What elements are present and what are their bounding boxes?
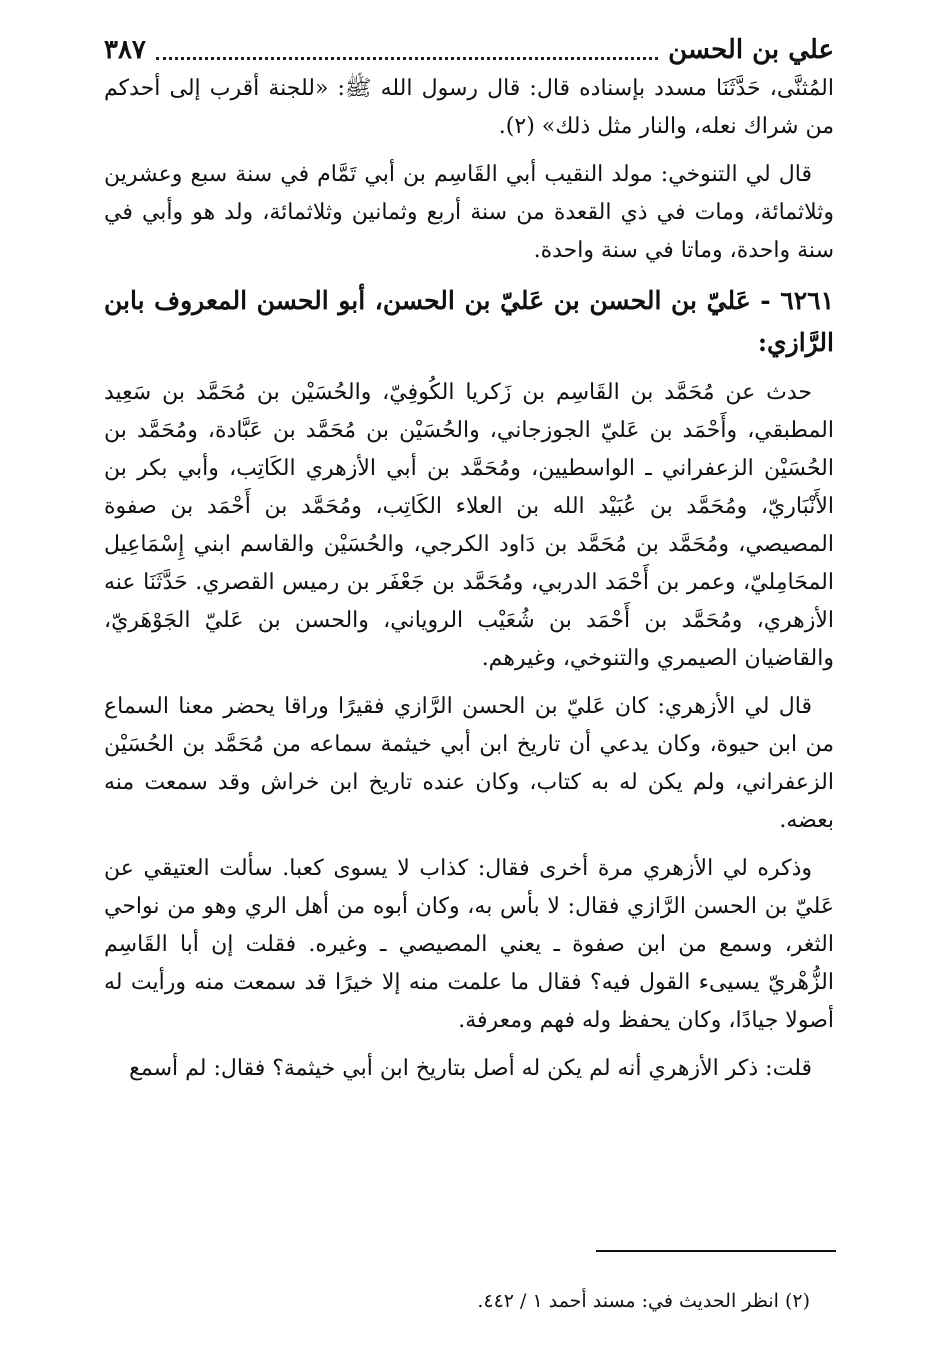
paragraph-1: المُثنَّى، حَدَّثَنَا مسدد بإسناده قال: قال رسول الله ﷺ: «للجنة أقرب إلى أحدكم من شراك نعله، والنار مثل ذلك» (٢).: [104, 76, 834, 139]
header-title: علي بن الحسن: [668, 35, 834, 65]
page-body: [104, 30, 834, 1098]
paragraph-3: حدث عن مُحَمَّد بن القَاسِم بن زَكريا الكُوفِيّ، والحُسَيْن بن مُحَمَّد بن سَعِيد المطبقي، وأَحْمَد بن عَليّ الجوزجاني، والحُسَيْن بن مُحَمَّد بن عَبَّادة، ومُحَمَّد بن الحُسَيْن الزعفراني ـ الواسطيين، ومُحَمَّد بن أبي الأزهري الكَاتِب، وأبي بكر بن الأَنْبَاريّ، ومُحَمَّد بن عُبَيْد الله بن العلاء الكَاتِب، ومُحَمَّد بن أَحْمَد بن صفوة المصيصي، ومُحَمَّد بن مُحَمَّد بن دَاود الكرجي، والحُسَيْن والقاسم ابني إِسْمَاعِيل المحَامِليّ، وعمر بن أَحْمَد الدربي، ومُحَمَّد بن جَعْفَر بن رميس القصري. حَدَّثَنَا عنه الأزهري، ومُحَمَّد بن أَحْمَد بن شُعَيْب الروياني، والحسن بن عَليّ الجَوْهَريّ، والقاضيان الصيمري والتنوخي، وغيرهم.: [104, 380, 834, 671]
paragraph-5: وذكره لي الأزهري مرة أخرى فقال: كذاب لا يسوى كعبا. سألت العتيقي عن عَليّ بن الحسن الرَّازي فقال: لا بأس به، وكان أبوه من أهل الري وهو من نواحي الثغر، وسمع من ابن صفوة ـ يعني المصيصي ـ وغيره. فقلت إن أبا القَاسِم الزُّهْريّ يسيىء القول فيه؟ فقال ما علمت منه إلا خيرًا قد سمعت منه ورأيت له أصولا جيادًا، وكان يحفظ وله فهم ومعرفة.: [104, 856, 834, 1033]
entry-heading: ٦٢٦١ - عَليّ بن الحسن بن عَليّ بن الحسن، أبو الحسن المعروف بابن الرَّازي:: [104, 286, 834, 357]
footnote-separator: [596, 1250, 836, 1252]
paragraph-6: قلت: ذكر الأزهري أنه لم يكن له أصل بتاريخ ابن أبي خيثمة؟ فقال: لم أسمع: [129, 1056, 812, 1081]
running-header: [104, 30, 834, 70]
header-dot-leader: [156, 41, 658, 60]
footnote: (٢) انظر الحديث في: مسند أحمد ١ / ٤٤٢.: [477, 1290, 810, 1312]
paragraph-2: قال لي التنوخي: مولد النقيب أبي القَاسِم بن أبي تَمَّام في سنة سبع وعشرين وثلاثمائة، ومات في ذي القعدة من سنة أربع وثمانين وثلاثمائة، ولد هو وأبي في سنة واحدة، وماتا في سنة واحدة.: [104, 162, 834, 263]
paragraph-4: قال لي الأزهري: كان عَليّ بن الحسن الرَّازي فقيرًا وراقا يحضر معنا السماع من ابن حيوة، وكان يدعي أن تاريخ ابن أبي خيثمة سماعه من مُحَمَّد بن الحُسَيْن الزعفراني، ولم يكن له به كتاب، وكان عنده تاريخ ابن خراش وقد سمعت منه بعضه.: [104, 694, 834, 833]
page-number: ٣٨٧: [104, 35, 146, 65]
